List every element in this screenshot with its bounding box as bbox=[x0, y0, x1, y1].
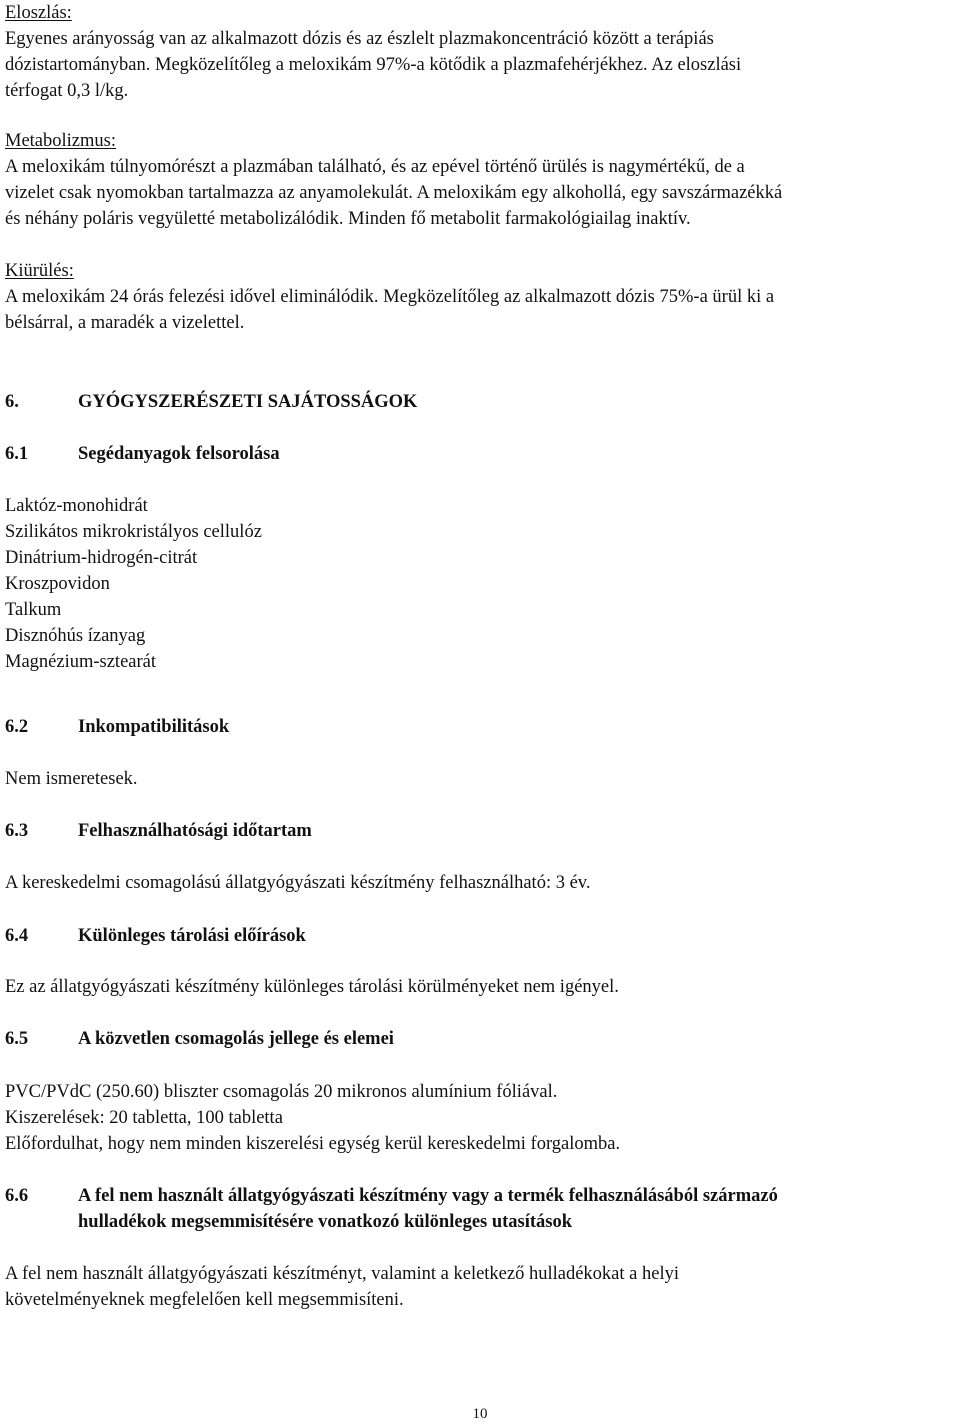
section-number: 6.2 bbox=[5, 717, 29, 737]
eloszlas-line: térfogat 0,3 l/kg. bbox=[5, 81, 129, 101]
section-title: Inkompatibilitások bbox=[78, 717, 230, 737]
section-number: 6.1 bbox=[5, 444, 29, 464]
section-6-3-heading bbox=[5, 818, 312, 844]
metabolizmus-line: és néhány poláris vegyületté metabolizálódik. Minden fő metabolit farmakológiailag inaktív. bbox=[5, 209, 691, 229]
excipient-list bbox=[5, 493, 262, 675]
section-6-6-heading bbox=[5, 1183, 778, 1235]
section-title: Felhasználhatósági időtartam bbox=[78, 821, 312, 841]
metabolizmus-heading: Metabolizmus: bbox=[5, 131, 116, 151]
section-6-3-text: A kereskedelmi csomagolású állatgyógyászati készítmény felhasználható: 3 év. bbox=[5, 873, 591, 893]
section-title: Különleges tárolási előírások bbox=[78, 926, 306, 946]
section-number: 6.3 bbox=[5, 821, 29, 841]
metabolizmus-line: vizelet csak nyomokban tartalmazza az anyamolekulát. A meloxikám egy alkohollá, egy savszármazékká bbox=[5, 183, 783, 203]
section-number: 6. bbox=[5, 392, 19, 412]
section-6-5-body bbox=[5, 1079, 620, 1157]
kiurules-line: A meloxikám 24 órás felezési idővel eliminálódik. Megközelítőleg az alkalmazott dózis 75%-a ürül ki a bbox=[5, 287, 775, 307]
metabolizmus-line: A meloxikám túlnyomórészt a plazmában található, és az epével történő ürülés is nagymértékű, de a bbox=[5, 157, 745, 177]
eloszlas-block bbox=[5, 0, 741, 104]
section-6-6-line: követelményeknek megfelelően kell megsemmisíteni. bbox=[5, 1290, 404, 1310]
section-6-6-line: A fel nem használt állatgyógyászati készítményt, valamint a keletkező hulladékokat a helyi bbox=[5, 1264, 679, 1284]
list-item: Dinátrium-hidrogén-citrát bbox=[5, 548, 198, 568]
section-6-5-heading bbox=[5, 1026, 394, 1052]
section-6-5-line: PVC/PVdC (250.60) bliszter csomagolás 20 mikronos alumínium fóliával. bbox=[5, 1082, 558, 1102]
list-item: Kroszpovidon bbox=[5, 574, 110, 594]
section-title: GYÓGYSZERÉSZETI SAJÁTOSSÁGOK bbox=[78, 392, 418, 412]
section-6-5-line: Előfordulhat, hogy nem minden kiszerelési egység kerül kereskedelmi forgalomba. bbox=[5, 1134, 621, 1154]
kiurules-heading: Kiürülés: bbox=[5, 261, 74, 281]
list-item: Talkum bbox=[5, 600, 62, 620]
section-number: 6.5 bbox=[5, 1029, 29, 1049]
eloszlas-line: Egyenes arányosság van az alkalmazott dózis és az észlelt plazmakoncentráció között a terápiás bbox=[5, 29, 714, 49]
kiurules-block bbox=[5, 258, 774, 336]
section-6-5-line: Kiszerelések: 20 tabletta, 100 tabletta bbox=[5, 1108, 283, 1128]
metabolizmus-block bbox=[5, 128, 782, 232]
section-6-2-heading bbox=[5, 714, 229, 740]
list-item: Szilikátos mikrokristályos cellulóz bbox=[5, 522, 262, 542]
section-title-continued: hulladékok megsemmisítésére vonatkozó különleges utasítások bbox=[78, 1212, 573, 1232]
section-6-heading bbox=[5, 389, 417, 415]
list-item: Magnézium-sztearát bbox=[5, 652, 157, 672]
section-6-6-body bbox=[5, 1261, 679, 1313]
section-number: 6.6 bbox=[5, 1186, 29, 1206]
list-item: Laktóz-monohidrát bbox=[5, 496, 148, 516]
section-6-2-text: Nem ismeretesek. bbox=[5, 769, 138, 789]
section-6-1-heading bbox=[5, 441, 280, 467]
eloszlas-heading: Eloszlás: bbox=[5, 3, 72, 23]
section-title: A fel nem használt állatgyógyászati készítmény vagy a termék felhasználásából származó bbox=[78, 1186, 778, 1206]
section-number: 6.4 bbox=[5, 926, 29, 946]
section-6-4-heading bbox=[5, 923, 306, 949]
kiurules-line: bélsárral, a maradék a vizelettel. bbox=[5, 313, 245, 333]
eloszlas-line: dózistartományban. Megközelítőleg a meloxikám 97%-a kötődik a plazmafehérjékhez. Az eloszlási bbox=[5, 55, 742, 75]
page-number: 10 bbox=[472, 1406, 488, 1422]
section-6-4-text: Ez az állatgyógyászati készítmény különleges tárolási körülményeket nem igényel. bbox=[5, 977, 619, 997]
section-title: A közvetlen csomagolás jellege és elemei bbox=[78, 1029, 394, 1049]
section-title: Segédanyagok felsorolása bbox=[78, 444, 280, 464]
list-item: Disznóhús ízanyag bbox=[5, 626, 146, 646]
